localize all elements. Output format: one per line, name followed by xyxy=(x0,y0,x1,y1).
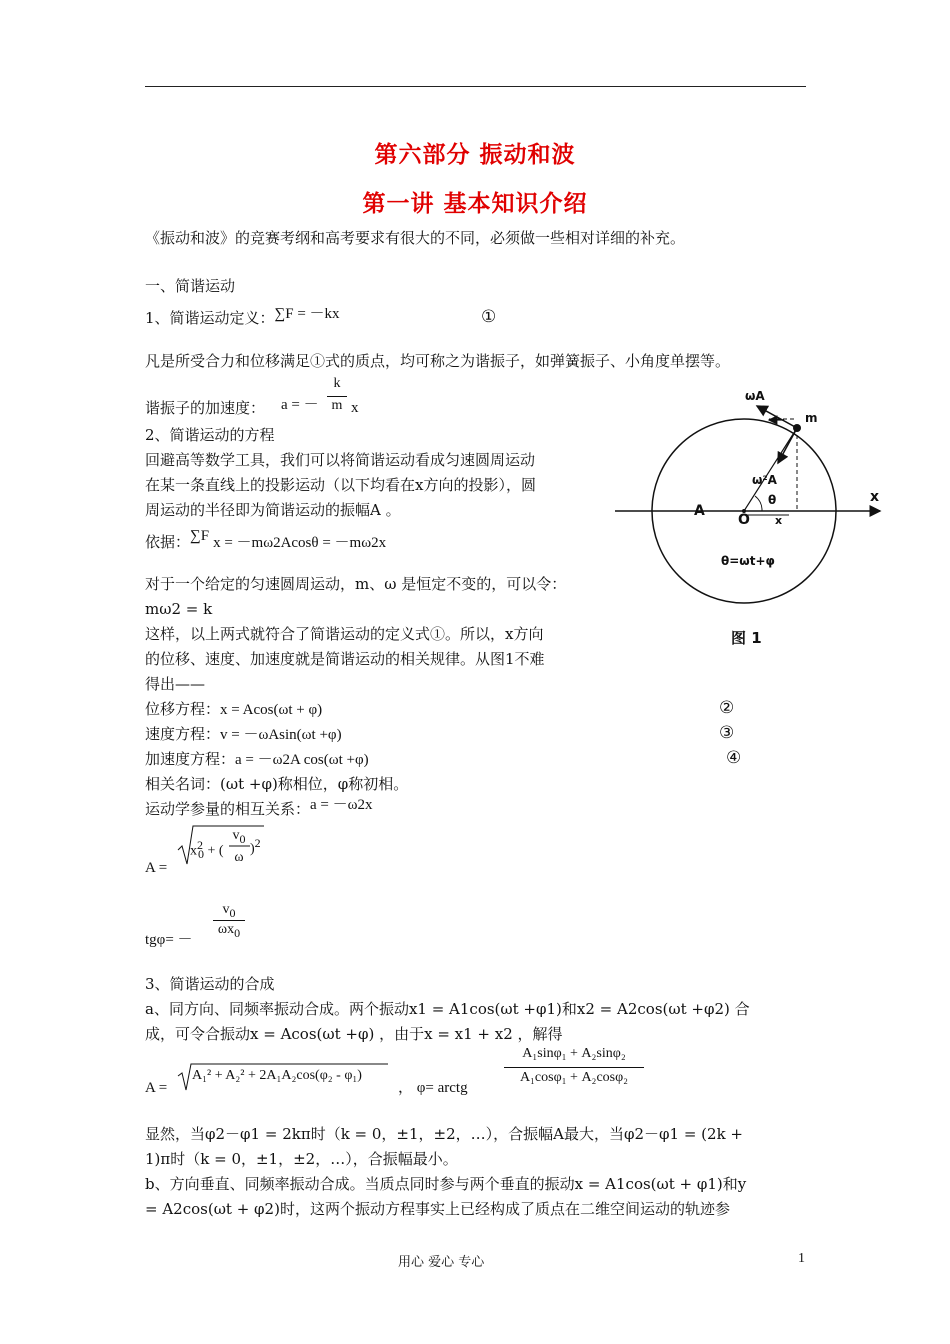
paragraph-line: mω2 = k xyxy=(145,600,213,618)
label-O: O xyxy=(738,512,750,528)
phi-denominator: A₁cosφ₁ + A₂cosφ₂ xyxy=(519,1070,629,1085)
paragraph-line: b、方向垂直、同频率振动合成。当质点同时参与两个垂直的振动x = A1cos(ωt + φ1)和y xyxy=(145,1175,747,1193)
acceleration-label: 谐振子的加速度： xyxy=(145,399,266,417)
paragraph-line: 成，可令合振动x = Acos(ωt +φ) ，由于x = x1 + x2 ，解得 xyxy=(145,1025,563,1043)
phi-numerator: A₁sinφ₁ + A₂sinφ₂ xyxy=(522,1046,626,1061)
equation-label: 速度方程： xyxy=(145,725,221,743)
combined-A-label: A = xyxy=(145,1080,168,1096)
section-heading: 3、简谐运动的合成 xyxy=(145,975,275,993)
terms-line: 相关名词：(ωt +φ)称相位，φ称初相。 xyxy=(145,775,409,793)
section-heading: 2、简谐运动的方程 xyxy=(145,426,275,444)
footer-motto: 用心 爱心 专心 xyxy=(398,1255,485,1270)
fraction-bar xyxy=(327,396,347,397)
equation-formula: a = －ω2A cos(ωt +φ) xyxy=(235,752,369,768)
amplitude-close: )$^2$ xyxy=(250,836,261,857)
paragraph-line: 1)π时（k = 0，±1，±2，…），合振幅最小。 xyxy=(145,1150,458,1168)
page-number: 1 xyxy=(798,1251,805,1266)
label-omega-A: ωA xyxy=(745,389,765,403)
displacement-equation xyxy=(145,699,322,720)
figure-caption: 图 1 xyxy=(731,629,762,647)
fraction-bar xyxy=(213,920,245,921)
paragraph-line: 回避高等数学工具，我们可以将简谐运动看成匀速圆周运动 xyxy=(145,451,536,469)
basis-line xyxy=(145,528,387,553)
relation-line xyxy=(145,799,373,820)
part-title: 第六部分 振动和波 xyxy=(374,142,576,168)
label-x-axis: x xyxy=(870,489,880,505)
paragraph-line: 周运动的半径即为简谐运动的振幅A 。 xyxy=(145,501,401,519)
basis-formula: x = －mω2Acosθ = －mω2x xyxy=(213,535,387,551)
circle-figure xyxy=(612,383,887,613)
velocity-equation xyxy=(145,724,342,745)
paragraph-line: 显然，当φ2－φ1 = 2kπ时（k = 0，±1，±2，…），合振幅A最大，当φ2－φ1 = (2k + xyxy=(145,1125,744,1143)
label-A: A xyxy=(694,503,705,519)
paragraph-line: a、同方向、同频率振动合成。两个振动x1 = A1cos(ωt +φ1)和x2 = A2cos(ωt +φ2) 合 xyxy=(145,1000,750,1018)
basis-sum: ∑F xyxy=(190,528,210,544)
phi-label: ， φ= arctg xyxy=(398,1080,468,1096)
equation-label: 加速度方程： xyxy=(145,750,236,768)
tg-label: tgφ= － xyxy=(145,932,193,948)
paragraph-line: 对于一个给定的匀速圆周运动，m、ω 是恒定不变的，可以令： xyxy=(145,575,567,593)
section-heading: 一、简谐运动 xyxy=(145,277,236,295)
combined-A-radicand: A₁² + A₂² + 2A₁A₂cos(φ₂ - φ₁) xyxy=(192,1068,362,1083)
label-theta-equation: θ=ωt+φ xyxy=(721,554,775,568)
amplitude-x0: $x^2_0$ + ( xyxy=(190,838,224,862)
definition-line xyxy=(145,308,340,329)
intro-paragraph: 《振动和波》的竞赛考纲和高考要求有很大的不同，必须做一些相对详细的补充。 xyxy=(145,229,686,247)
equation-number: ② xyxy=(719,698,735,718)
label-m: m xyxy=(805,411,818,425)
theta-arc xyxy=(755,496,762,511)
fraction-denominator: m xyxy=(331,398,343,413)
amplitude-v0: $v_0$ xyxy=(232,828,246,846)
tg-denominator: $\omega x_0$ xyxy=(217,922,241,940)
definition-label: 1、简谐运动定义： xyxy=(145,309,275,327)
equation-number: ③ xyxy=(719,723,735,743)
relation-label: 运动学参量的相互关系： xyxy=(145,800,311,818)
relation-formula: a = －ω2x xyxy=(310,797,373,813)
equation-formula: x = Acos(ωt + φ) xyxy=(220,702,323,718)
fraction-bar xyxy=(504,1067,644,1068)
equation-number: ① xyxy=(481,307,497,327)
header-rule xyxy=(145,86,806,87)
label-x-vector: x xyxy=(775,514,783,527)
tg-numerator: $v_0$ xyxy=(222,902,236,920)
paragraph-line: 这样，以上两式就符合了简谐运动的定义式①。所以，x方向 xyxy=(145,625,544,643)
acceleration-equation xyxy=(145,749,369,770)
equation-formula: v = －ωAsin(ωt +φ) xyxy=(220,727,342,743)
amplitude-omega: ω xyxy=(234,850,244,865)
equation-number: ④ xyxy=(726,748,742,768)
acceleration-a: a = － xyxy=(281,397,319,413)
acceleration-vector xyxy=(778,428,797,463)
fraction-numerator: k xyxy=(333,376,341,391)
paragraph-line: 在某一条直线上的投影运动（以下均看在x方向的投影），圆 xyxy=(145,476,536,494)
paragraph-line: 得出—— xyxy=(145,675,206,693)
amplitude-label: A = xyxy=(145,860,168,876)
acceleration-x: x xyxy=(351,400,359,416)
label-theta: θ xyxy=(768,493,777,507)
label-omega2-A: ω²A xyxy=(752,473,777,487)
description-line: 凡是所受合力和位移满足①式的质点，均可称之为谐振子，如弹簧振子、小角度单摆等。 xyxy=(145,352,731,370)
lecture-title: 第一讲 基本知识介绍 xyxy=(362,191,588,217)
basis-label: 依据： xyxy=(145,533,191,551)
paragraph-line: 的位移、速度、加速度就是简谐运动的相关规律。从图1不难 xyxy=(145,650,545,668)
equation-label: 位移方程： xyxy=(145,700,221,718)
definition-formula: ∑F = －kx xyxy=(274,306,340,322)
paragraph-line: = A2cos(ωt + φ2)时，这两个振动方程事实上已经构成了质点在二维空间运动的轨迹参 xyxy=(145,1200,730,1218)
